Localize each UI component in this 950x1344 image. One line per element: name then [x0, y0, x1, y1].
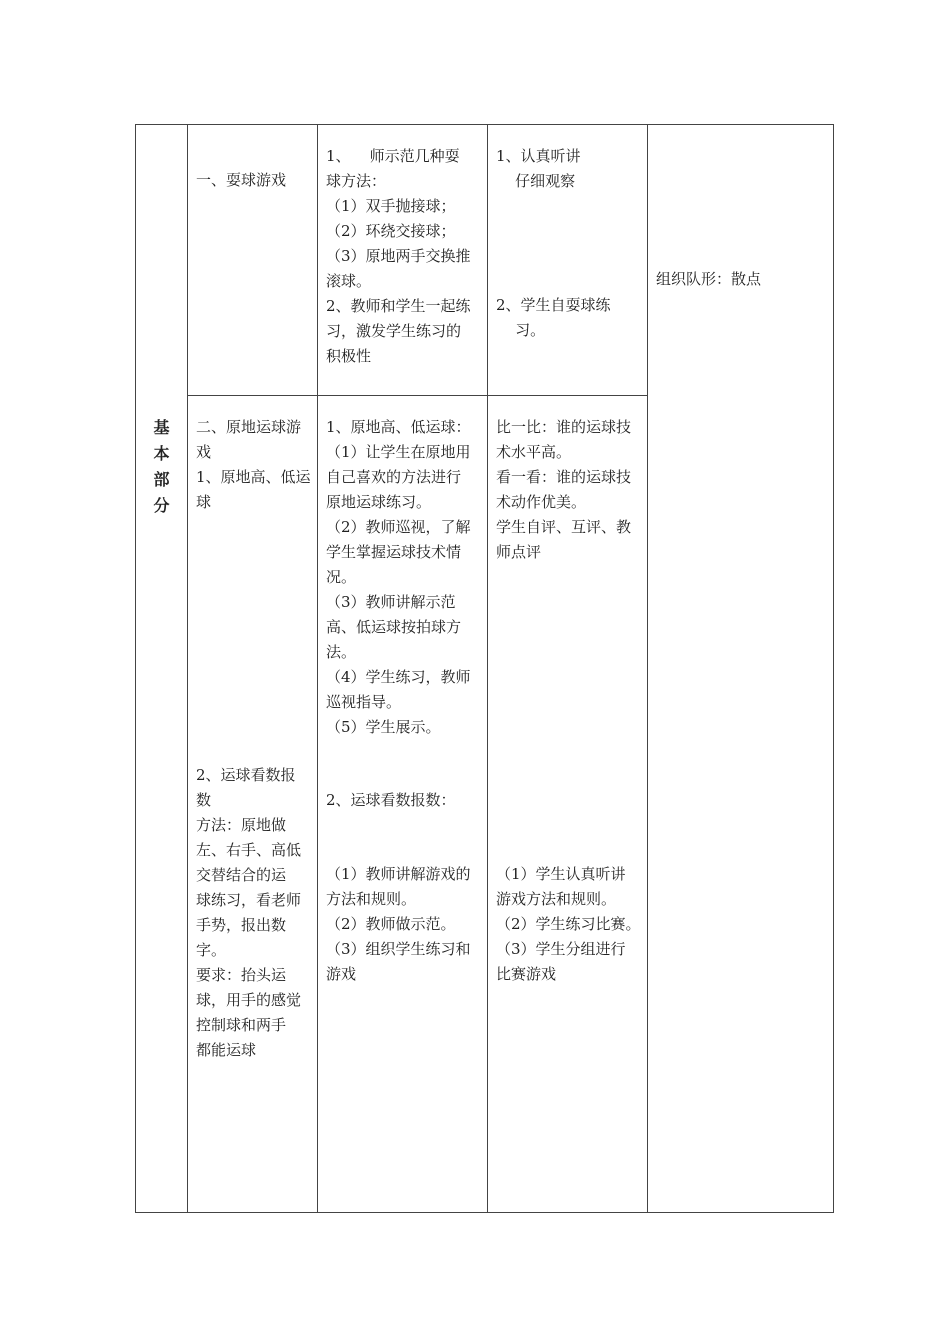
row1-student-b — [496, 293, 644, 343]
student-line: 习。 — [496, 321, 546, 339]
teacher-line: 法。 — [326, 643, 357, 661]
teacher-line: 2、教师和学生一起练 — [326, 297, 471, 315]
teacher-line: 巡视指导。 — [326, 693, 402, 711]
organization-text: 组织队形：散点 — [656, 270, 762, 288]
teacher-line: 球方法： — [326, 172, 387, 190]
student-line: 看一看：谁的运球技 — [496, 468, 632, 486]
content-line: 交替结合的运 — [196, 866, 287, 884]
teacher-line: 滚球。 — [326, 272, 372, 290]
row1-teacher — [326, 144, 481, 369]
student-line: 比一比：谁的运球技 — [496, 418, 632, 436]
column-divider — [187, 125, 188, 1212]
section-char: 基 — [153, 418, 170, 437]
student-line: 2、学生自耍球练 — [496, 296, 611, 314]
teacher-line: 2、运球看数报数： — [326, 791, 456, 809]
student-line: 术动作优美。 — [496, 493, 587, 511]
teacher-line: （1）双手抛接球； — [326, 197, 456, 215]
content-line: 方法：原地做 — [196, 816, 287, 834]
teacher-line: （3）教师讲解示范 — [326, 593, 456, 611]
student-line: 游戏方法和规则。 — [496, 890, 617, 908]
row-divider — [187, 395, 647, 396]
student-line: 仔细观察 — [496, 172, 576, 190]
teacher-line: 游戏 — [326, 965, 357, 983]
teacher-line: （2）教师做示范。 — [326, 915, 456, 933]
teacher-line: 1、 师示范几种耍 — [326, 147, 460, 165]
section-char: 部 — [153, 470, 170, 489]
student-line: （1）学生认真听讲 — [496, 865, 626, 883]
teacher-line: （1）让学生在原地用 — [326, 443, 471, 461]
row2-student-b — [496, 862, 644, 987]
teacher-line: （2）环绕交接球； — [326, 222, 456, 240]
content-line: 要求：抬头运 — [196, 966, 287, 984]
teacher-line: 积极性 — [326, 347, 372, 365]
content-line: 控制球和两手 — [196, 1016, 287, 1034]
content-line: 球练习，看老师 — [196, 891, 302, 909]
content-line: 球，用手的感觉 — [196, 991, 302, 1009]
teacher-line: （3）组织学生练习和 — [326, 940, 471, 958]
column-divider — [317, 125, 318, 1212]
content-line: 数 — [196, 791, 212, 809]
content-line: 球 — [196, 493, 212, 511]
section-char: 本 — [153, 444, 170, 463]
row2-content-b — [196, 763, 314, 1063]
content-line: 字。 — [196, 941, 227, 959]
teacher-line: （2）教师巡视，了解 — [326, 518, 471, 536]
student-line: 学生自评、互评、教 — [496, 518, 632, 536]
teacher-line: 1、原地高、低运球： — [326, 418, 471, 436]
student-line: （2）学生练习比赛。 — [496, 915, 641, 933]
teacher-line: 高、低运球按拍球方 — [326, 618, 462, 636]
content-line: 都能运球 — [196, 1041, 257, 1059]
teacher-line: 自己喜欢的方法进行 — [326, 468, 462, 486]
row1-organization — [656, 267, 826, 292]
content-line: 1、原地高、低运 — [196, 468, 311, 486]
teacher-line: （4）学生练习，教师 — [326, 668, 471, 686]
column-divider — [647, 125, 648, 1212]
teacher-line: 况。 — [326, 568, 357, 586]
row2-content-a — [196, 415, 314, 515]
content-line: 一、耍球游戏 — [196, 171, 287, 189]
row2-teacher-b — [326, 788, 481, 813]
content-line: 戏 — [196, 443, 212, 461]
row1-content — [196, 168, 314, 193]
row1-student-a — [496, 144, 644, 194]
content-line: 2、运球看数报 — [196, 766, 296, 784]
student-line: 师点评 — [496, 543, 542, 561]
teacher-line: （5）学生展示。 — [326, 718, 441, 736]
teacher-line: （1）教师讲解游戏的 — [326, 865, 471, 883]
row2-student-a — [496, 415, 644, 565]
teacher-line: （3）原地两手交换推 — [326, 247, 471, 265]
section-label — [136, 415, 187, 519]
student-line: 术水平高。 — [496, 443, 572, 461]
student-line: （3）学生分组进行 — [496, 940, 626, 958]
content-line: 手势，报出数 — [196, 916, 287, 934]
content-line: 左、右手、高低 — [196, 841, 302, 859]
teacher-line: 学生掌握运球技术情 — [326, 543, 462, 561]
section-char: 分 — [153, 496, 170, 515]
teacher-line: 原地运球练习。 — [326, 493, 432, 511]
content-line: 二、原地运球游 — [196, 418, 302, 436]
column-divider — [487, 125, 488, 1212]
student-line: 比赛游戏 — [496, 965, 557, 983]
teacher-line: 习，激发学生练习的 — [326, 322, 462, 340]
teacher-line: 方法和规则。 — [326, 890, 417, 908]
student-line: 1、认真听讲 — [496, 147, 581, 165]
row2-teacher-c — [326, 862, 481, 987]
lesson-plan-table — [135, 124, 834, 1213]
row2-teacher-a — [326, 415, 481, 740]
